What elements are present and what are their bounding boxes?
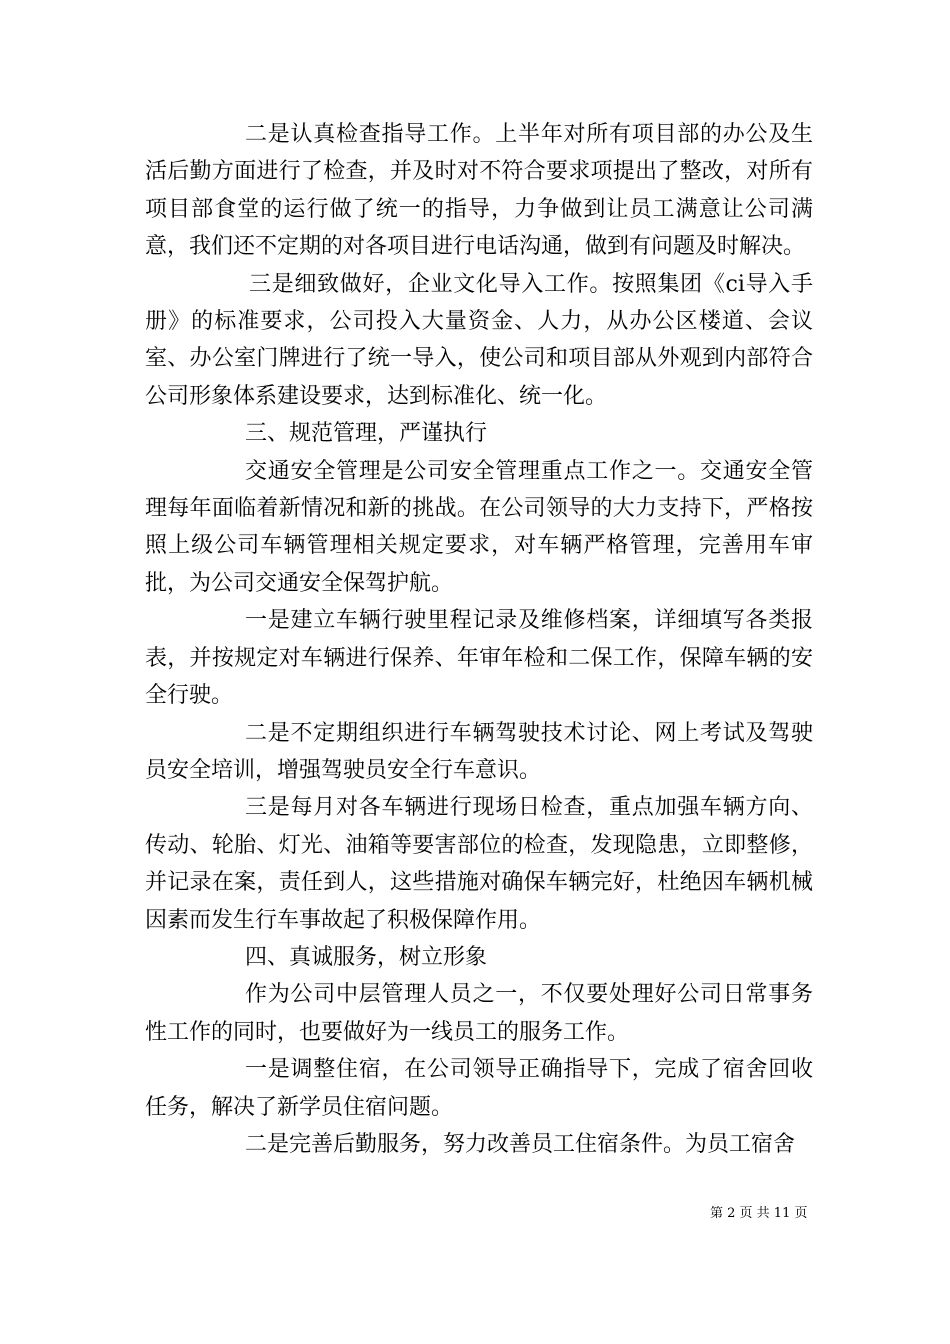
paragraph-service-role: 作为公司中层管理人员之一，不仅要处理好公司日常事务性工作的同时，也要做好为一线员工的服务工作。 [145,982,813,1045]
paragraph-accommodation: 一是调整住宿，在公司领导正确指导下，完成了宿舍回收任务，解决了新学员住宿问题。 [145,1057,813,1120]
paragraph-vehicle-records: 一是建立车辆行驶里程记录及维修档案，详细填写各类报表，并按规定对车辆进行保养、年审年检和二保工作，保障车辆的安全行驶。 [145,608,813,709]
paragraph-daily-inspection: 三是每月对各车辆进行现场日检查，重点加强车辆方向、传动、轮胎、灯光、油箱等要害部位的检查，发现隐患，立即整修，并记录在案，责任到人，这些措施对确保车辆完好，杜绝因车辆机械因素而发生行车事故起了积极保障作用。 [145,795,813,933]
section-heading-sincere-service: 四、真诚服务，树立形象 [245,944,488,970]
paragraph-logistics-service: 二是完善后勤服务，努力改善员工住宿条件。为员工宿舍 [245,1131,796,1157]
paragraph-culture-import: 三是细致做好，企业文化导入工作。按照集团《ci导入手册》的标准要求，公司投入大量资金、人力，从办公区楼道、会议室、办公室门牌进行了统一导入，使公司和项目部从外观到内部符合公司形象体系建设要求，达到标准化、统一化。 [145,271,813,409]
paragraph-traffic-safety: 交通安全管理是公司安全管理重点工作之一。交通安全管理每年面临着新情况和新的挑战。在公司领导的大力支持下，严格按照上级公司车辆管理相关规定要求，对车辆严格管理，完善用车审批，为公司交通安全保驾护航。 [145,458,813,596]
document-body [145,116,813,1163]
paragraph-inspection-guidance: 二是认真检查指导工作。上半年对所有项目部的办公及生活后勤方面进行了检查，并及时对不符合要求项提出了整改，对所有项目部食堂的运行做了统一的指导，力争做到让员工满意让公司满意，我们还不定期的对各项目进行电话沟通，做到有问题及时解决。 [145,122,813,260]
page-number-footer: 第 2 页 共 11 页 [710,1206,808,1221]
paragraph-driver-training: 二是不定期组织进行车辆驾驶技术讨论、网上考试及驾驶员安全培训，增强驾驶员安全行车意识。 [145,720,813,783]
section-heading-standard-management: 三、规范管理，严谨执行 [245,421,488,447]
